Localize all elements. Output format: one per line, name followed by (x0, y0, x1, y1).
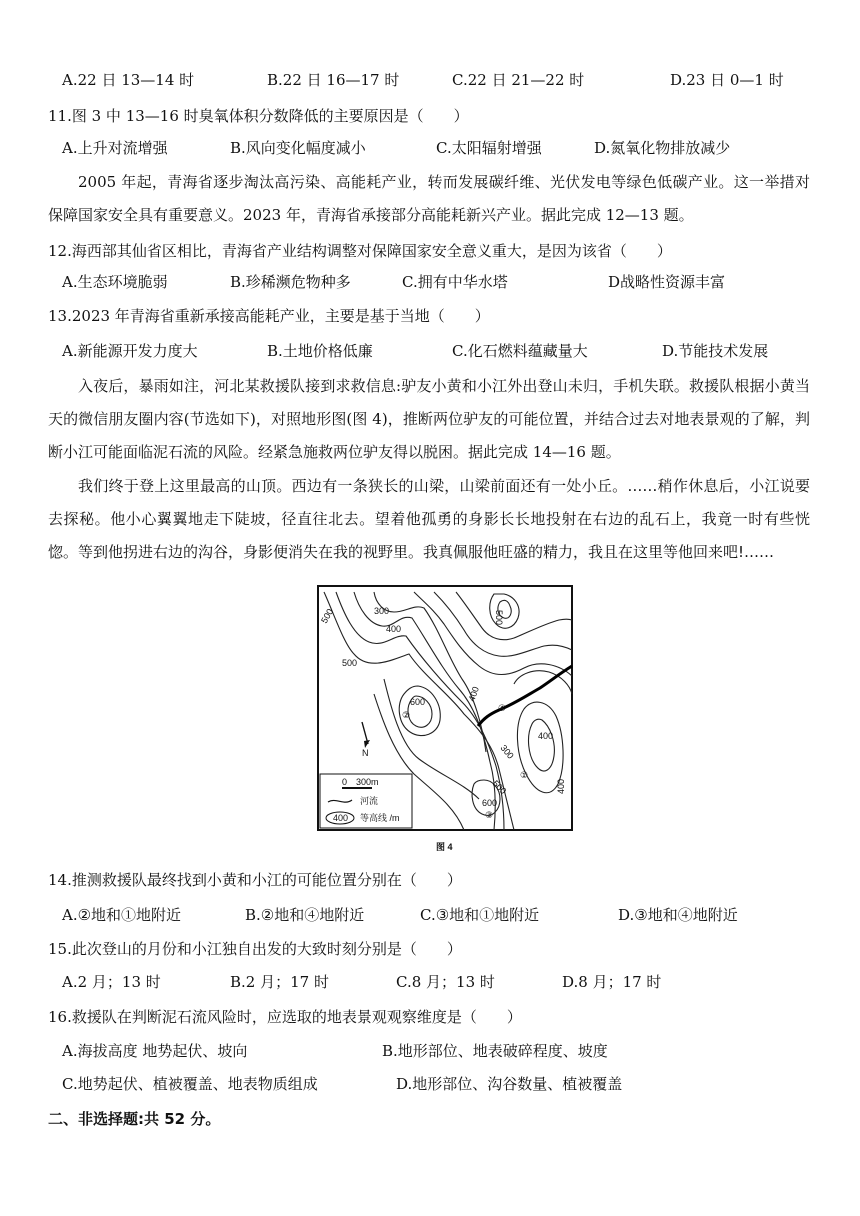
q14-option-c: C.③地和①地附近 (420, 906, 540, 924)
q15-options (62, 972, 802, 992)
q12-option-d: D战略性资源丰富 (608, 273, 726, 291)
q12-options (62, 272, 802, 292)
q15-option-c: C.8 月；13 时 (396, 973, 495, 991)
contour-label: 400 (466, 685, 482, 703)
q10-option-d: D.23 日 0—1 时 (670, 71, 784, 89)
q11-option-d: D.氮氧化物排放减少 (594, 139, 731, 157)
q11-option-a: A.上升对流增强 (62, 139, 168, 157)
q11-options (62, 138, 802, 158)
site-marker-1: ① (520, 770, 529, 780)
q16-option-b: B.地形部位、地表破碎程度、坡度 (382, 1042, 608, 1060)
q10-options (62, 70, 802, 90)
diary-excerpt: 我们终于登上这里最高的山顶。西边有一条狭长的山梁，山梁前面还有一处小丘。……稍作休息后，小江说要去探秘。他小心翼翼地走下陡坡，径直往北去。望着他孤勇的身影长长地投射在右边的乱石上，我竟一时有些恍惚。等到他拐进右边的沟谷，身影便消失在我的视野里。我真佩服他旺盛的精力，我且在这里等他回来吧!…… (48, 477, 810, 561)
q14-options (62, 905, 802, 925)
q12-option-b: B.珍稀濒危物种多 (230, 273, 351, 291)
q14-stem: 14.推测救援队最终找到小黄和小江的可能位置分别在（ ） (48, 871, 462, 889)
north-label: N (362, 748, 369, 758)
q16-options-row1 (62, 1041, 802, 1061)
legend-river-label: 河流 (360, 796, 379, 806)
q11-option-c: C.太阳辐射增强 (436, 139, 542, 157)
q13-stem: 13.2023 年青海省重新承接高能耗产业，主要是基于当地（ ） (48, 307, 490, 325)
q15-option-b: B.2 月；17 时 (230, 973, 329, 991)
q16-option-c: C.地势起伏、植被覆盖、地表物质组成 (62, 1075, 318, 1093)
contour-label: 500 (490, 778, 509, 797)
site-marker-3: ③ (485, 810, 494, 820)
q11-option-b: B.风向变化幅度减小 (230, 139, 366, 157)
q13-option-b: B.土地价格低廉 (267, 342, 373, 360)
figure-caption: 图 4 (436, 842, 453, 852)
q16-options-row2 (62, 1074, 802, 1094)
contour-label: 400 (386, 624, 402, 634)
q13-option-a: A.新能源开发力度大 (62, 342, 198, 360)
site-marker-2: ② (402, 710, 411, 720)
q15-option-d: D.8 月；17 时 (562, 973, 662, 991)
q16-option-d: D.地形部位、沟谷数量、植被覆盖 (396, 1075, 623, 1093)
q12-option-a: A.生态环境脆弱 (62, 273, 168, 291)
passage-12-13: 2005 年起，青海省逐步淘汰高污染、高能耗产业，转而发展碳纤维、光伏发电等绿色低碳产业。这一举措对保障国家安全具有重要意义。2023 年，青海省承接部分高能耗新兴产业。据此完成 12—13 题。 (48, 173, 810, 224)
contour-label: 600 (410, 697, 426, 707)
contour-label: 300 (374, 606, 390, 616)
q13-options (62, 341, 802, 361)
contour-label: 500 (494, 610, 504, 626)
contour-label: 300 (498, 742, 516, 761)
q14-option-d: D.③地和④地附近 (618, 906, 738, 924)
q13-option-c: C.化石燃料蕴藏量大 (452, 342, 588, 360)
q15-stem: 15.此次登山的月份和小江独自出发的大致时刻分别是（ ） (48, 940, 462, 958)
q10-option-a: A.22 日 13—14 时 (62, 71, 195, 89)
legend-contour-value: 400 (333, 813, 349, 823)
scale-label: 0 300m (342, 777, 379, 787)
section-heading: 二、非选择题:共 52 分。 (48, 1110, 221, 1128)
passage-14-16: 入夜后，暴雨如注，河北某救援队接到求救信息:驴友小黄和小江外出登山未归，手机失联。救援队根据小黄当天的微信朋友圈内容(节选如下)，对照地形图(图 4)，推断两位驴友的可能位置，并结合过去对地表景观的了解，判断小江可能面临泥石流的风险。经紧急施救两位驴友得以脱困。据此完成 14—16 题。 (48, 377, 810, 461)
contour-label: 600 (482, 798, 498, 808)
q15-option-a: A.2 月；13 时 (62, 973, 161, 991)
q13-option-d: D.节能技术发展 (662, 342, 769, 360)
q12-option-c: C.拥有中华水塔 (402, 273, 508, 291)
q16-stem: 16.救援队在判断泥石流风险时，应选取的地表景观观察维度是（ ） (48, 1008, 522, 1026)
q14-option-b: B.②地和④地附近 (245, 906, 365, 924)
q16-option-a: A.海拔高度 地势起伏、坡向 (62, 1042, 248, 1060)
contour-label: 400 (538, 731, 554, 741)
q14-option-a: A.②地和①地附近 (62, 906, 182, 924)
contour-label: 500 (319, 606, 336, 625)
q11-stem: 11.图 3 中 13—16 时臭氧体积分数降低的主要原因是（ ） (48, 107, 469, 125)
q10-option-c: C.22 日 21—22 时 (452, 71, 585, 89)
site-marker-4: ④ (498, 703, 507, 713)
q10-option-b: B.22 日 16—17 时 (267, 71, 400, 89)
topographic-map-figure-4 (314, 584, 576, 854)
contour-label: 500 (342, 658, 358, 668)
q12-stem: 12.海西部其仙省区相比，青海省产业结构调整对保障国家安全意义重大，是因为该省（ ） (48, 242, 672, 260)
contour-label: 400 (556, 778, 566, 794)
legend-contour-label: 等高线 /m (360, 813, 400, 823)
map-legend (320, 774, 412, 828)
